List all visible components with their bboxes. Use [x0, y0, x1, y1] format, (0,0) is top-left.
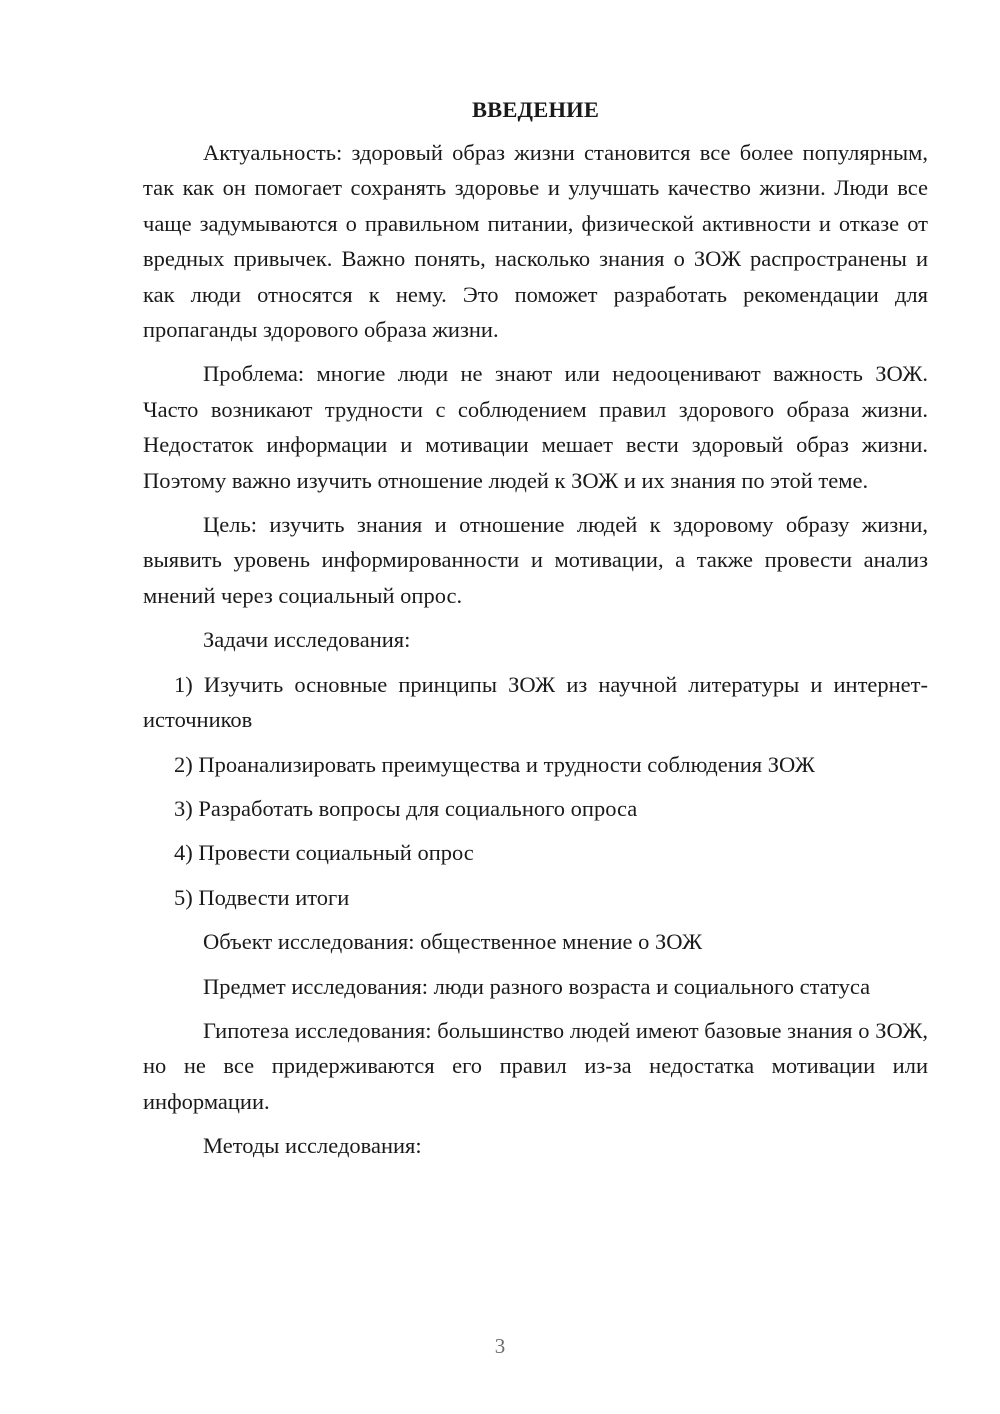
- list-item: 1) Изучить основные принципы ЗОЖ из научной литературы и интернет-источников: [143, 671, 928, 733]
- list-item: 4) Провести социальный опрос: [174, 840, 474, 866]
- paragraph-methods: Методы исследования:: [203, 1133, 422, 1159]
- list-item: 5) Подвести итоги: [174, 884, 350, 910]
- paragraph-subject: Предмет исследования: люди разного возраста и социального статуса: [203, 973, 871, 999]
- paragraph-goal: Цель: изучить знания и отношение людей к здоровому образу жизни, выявить уровень информированности и мотивации, а также провести анализ мнений через социальный опрос.: [143, 512, 928, 608]
- page-content: [143, 96, 928, 1173]
- section-title: ВВЕДЕНИЕ: [471, 97, 600, 122]
- paragraph-problem: Проблема: многие люди не знают или недооценивают важность ЗОЖ. Часто возникают трудности с соблюдением правил здорового образа жизни. Недостаток информации и мотивации мешает вести здоровый образ жизни. Поэтому важно изучить отношение людей к ЗОЖ и их знания по этой теме.: [143, 361, 928, 493]
- page-number: 3: [494, 1334, 506, 1358]
- list-item: 3) Разработать вопросы для социального опроса: [174, 795, 638, 821]
- paragraph-relevance: Актуальность: здоровый образ жизни становится все более популярным, так как он помогает сохранять здоровье и улучшать качество жизни. Люди все чаще задумываются о правильном питании, физической активности и отказе от вредных привычек. Важно понять, насколько знания о ЗОЖ распространены и как люди относятся к нему. Это поможет разработать рекомендации для пропаганды здорового образа жизни.: [143, 140, 928, 343]
- list-item: 2) Проанализировать преимущества и трудности соблюдения ЗОЖ: [174, 751, 815, 777]
- paragraph-tasks-heading: Задачи исследования:: [203, 627, 411, 653]
- paragraph-hypothesis: Гипотеза исследования: большинство людей имеют базовые знания о ЗОЖ, но не все придерживаются его правил из-за недостатка мотивации или информации.: [143, 1017, 928, 1114]
- paragraph-object: Объект исследования: общественное мнение о ЗОЖ: [203, 929, 703, 955]
